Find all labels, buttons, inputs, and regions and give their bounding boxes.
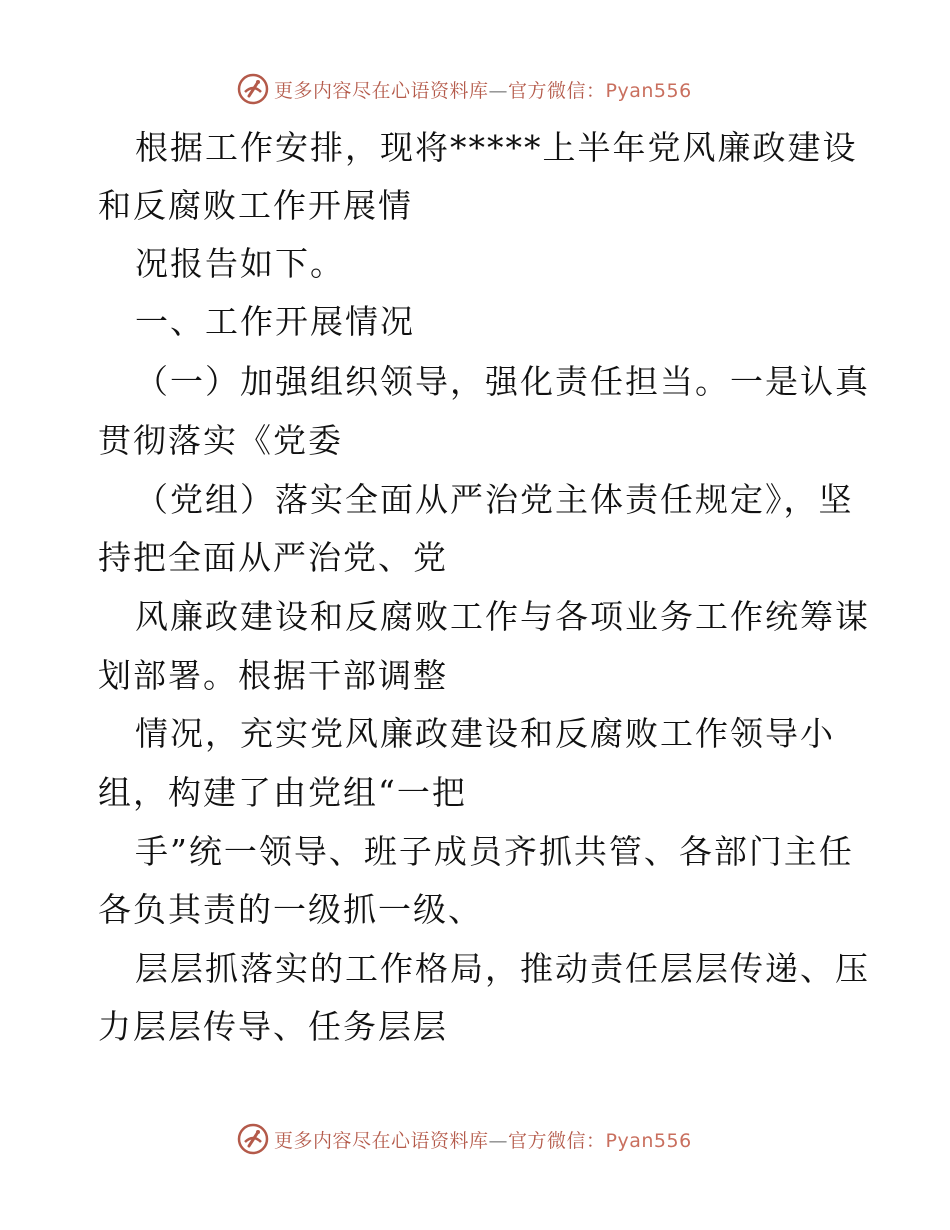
watermark-wechat-label: 官方微信： xyxy=(508,1129,606,1152)
body-line-8: 持把全面从严治党、党 xyxy=(98,538,448,577)
footer-watermark xyxy=(236,1122,756,1156)
body-line-13: 手”统一领导、班子成员齐抓共管、各部门主任 xyxy=(135,832,854,871)
watermark-wechat-id: Pyan556 xyxy=(605,79,692,102)
watermark-wechat-id: Pyan556 xyxy=(605,1129,692,1152)
book-pen-logo-icon xyxy=(236,1122,270,1156)
watermark-text xyxy=(274,1126,692,1153)
body-line-9: 风廉政建设和反腐败工作与各项业务工作统筹谋 xyxy=(135,597,870,636)
body-line-1: 根据工作安排，现将*****上半年党风廉政建设 xyxy=(135,128,858,167)
body-line-12: 组，构建了由党组“一把 xyxy=(98,773,467,812)
body-line-11: 情况，充实党风廉政建设和反腐败工作领导小 xyxy=(135,714,835,753)
watermark-site-name: 更多内容尽在心语资料库 xyxy=(274,1129,489,1152)
watermark-wechat-label: 官方微信： xyxy=(508,79,606,102)
watermark-separator: — xyxy=(488,1129,509,1152)
body-line-2: 和反腐败工作开展情 xyxy=(98,186,413,225)
body-line-15: 层层抓落实的工作格局，推动责任层层传递、压 xyxy=(135,949,870,988)
body-line-14: 各负其责的一级抓一级、 xyxy=(98,890,483,929)
header-watermark xyxy=(236,72,756,106)
body-line-10: 划部署。根据干部调整 xyxy=(98,656,448,695)
watermark-separator: — xyxy=(488,79,509,102)
body-line-6: 贯彻落实《党委 xyxy=(98,421,343,460)
section-heading-1: 一、工作开展情况 xyxy=(135,302,415,341)
watermark-site-name: 更多内容尽在心语资料库 xyxy=(274,79,489,102)
book-pen-logo-icon xyxy=(236,72,270,106)
body-line-7: （党组）落实全面从严治党主体责任规定》，坚 xyxy=(135,480,854,519)
body-line-3: 况报告如下。 xyxy=(135,244,345,283)
body-line-5: （一）加强组织领导，强化责任担当。一是认真 xyxy=(135,362,870,401)
body-line-16: 力层层传导、任务层层 xyxy=(98,1007,448,1046)
watermark-text xyxy=(274,76,692,103)
